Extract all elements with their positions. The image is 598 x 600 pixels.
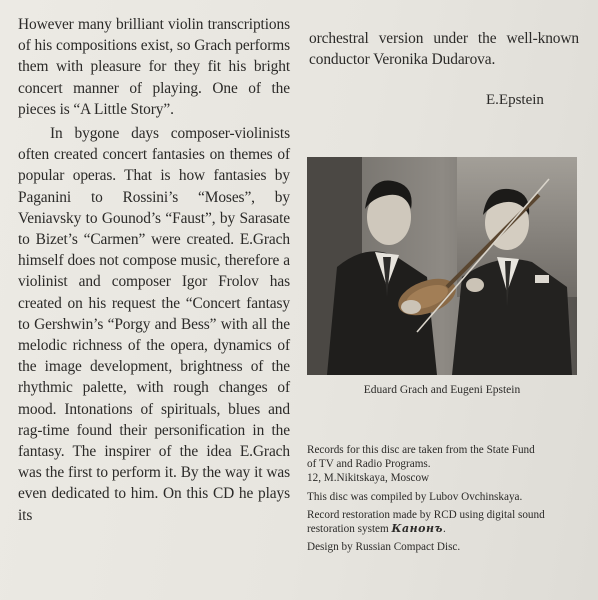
paragraph-continuation: orchestral version under the well-known conductor Veronika Dudarova. [309,30,579,69]
records-line-2: of TV and Radio Programs. [307,458,431,471]
left-text-column [18,14,290,526]
right-text-column [309,28,579,70]
paragraph-intro: However many brilliant violin transcriptions of his compositions exist, so Grach performs them with pleasure for they fit his bright concert manner of playing. One of the pieces is “A Little Story”. [18,16,290,118]
credits-block [307,443,592,558]
records-credit [307,443,592,486]
records-line-1: Records for this disc are taken from the State Fund [307,444,535,456]
compiled-credit: This disc was compiled by Lubov Ovchinskaya. [307,490,523,503]
photo-grach-epstein [307,157,577,375]
kanon-logo: Канонъ [391,522,444,536]
restoration-line-1: Record restoration made by RCD using digital sound [307,508,545,521]
paragraph-fantasies: In bygone days composer-violinists often created concert fantasies on themes of popular operas. That is how fantasies by Paganini to Rossini’s “Moses”, by Veniavsky to Gounod’s “Faust”, by Sarasate to Bizet’s “Carmen” were created. E.Grach himself does not compose music, therefore a violinist and composer Igor Frolov has created on his request the “Concert fantasy to Gershwin’s “Porgy and Bess” with all the melodic richness of the opera, dynamics of the image development, brightness of the rhythmic palette, with rough changes of mood. Intonations of spirituals, blues and rag-time found their personification in the fantasy. The inspirer of the idea E.Grach was the first to perform it. By the way it was even dedicated to him. On this CD he plays its [18,125,290,524]
restoration-line-2: restoration system [307,523,389,536]
photo-caption: Eduard Grach and Eugeni Epstein [363,384,521,396]
restoration-period: . [443,523,446,536]
design-credit: Design by Russian Compact Disc. [307,541,461,554]
restoration-credit [307,508,592,536]
author-signature: E.Epstein [486,92,544,108]
records-line-3: 12, M.Nikitskaya, Moscow [307,472,430,485]
photo-illustration [307,157,577,375]
